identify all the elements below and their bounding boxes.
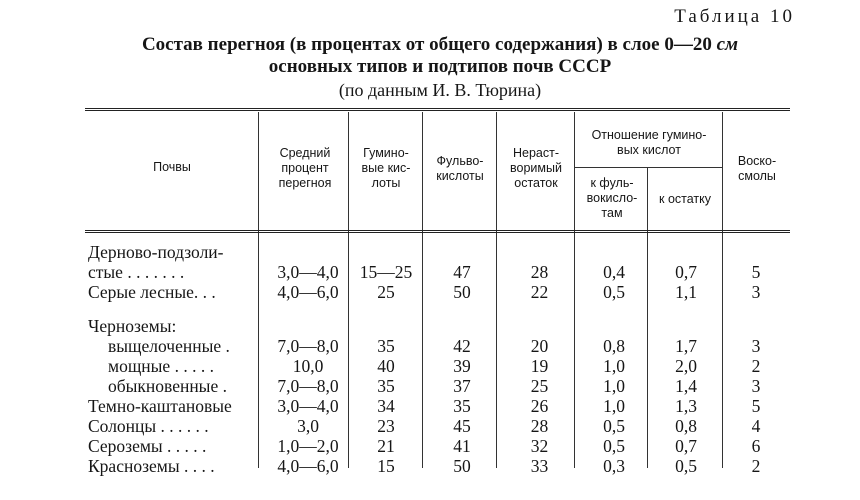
value-ful: 50 <box>453 456 471 476</box>
table-row <box>88 242 788 262</box>
caption-line-1 <box>60 34 820 56</box>
value-avg: 1,0—2,0 <box>277 436 339 456</box>
header-nr-l2: воримый <box>510 161 562 175</box>
table-row <box>88 396 788 416</box>
header-wax <box>724 154 790 184</box>
header-gum-l2: вые кис- <box>361 161 411 175</box>
header-wax-l2: смолы <box>738 169 776 183</box>
caption-unit: см <box>716 34 739 55</box>
value-avg: 3,0 <box>297 416 319 436</box>
value-ko: 0,8 <box>675 416 697 436</box>
value-kf: 0,3 <box>603 456 625 476</box>
value-wx: 4 <box>751 416 761 436</box>
soil-name: обыкновенные . <box>108 376 227 396</box>
value-kf: 0,5 <box>603 436 625 456</box>
value-avg: 4,0—6,0 <box>277 282 339 302</box>
table-row <box>88 456 788 476</box>
header-ratio-l2: вых кислот <box>617 143 681 157</box>
value-ful: 42 <box>453 336 471 356</box>
value-gum: 21 <box>377 436 395 456</box>
value-kf: 1,0 <box>603 396 625 416</box>
value-gum: 40 <box>377 356 395 376</box>
soil-name: Черноземы: <box>88 316 177 336</box>
value-wx: 3 <box>751 282 761 302</box>
value-ful: 39 <box>453 356 471 376</box>
value-ko: 1,7 <box>675 336 697 356</box>
header-ratio <box>576 128 722 158</box>
header-avg-l3: перегноя <box>278 176 332 190</box>
value-wx: 6 <box>751 436 761 456</box>
header-ratio-ful-l2: вокисло- <box>586 191 638 205</box>
table-row <box>88 436 788 456</box>
table-row <box>88 262 788 282</box>
header-avg <box>262 146 348 191</box>
value-wx: 3 <box>751 336 761 356</box>
value-avg: 7,0—8,0 <box>277 336 339 356</box>
value-kf: 1,0 <box>603 356 625 376</box>
value-nr: 26 <box>530 396 549 416</box>
value-kf: 0,5 <box>603 282 625 302</box>
caption-line-1-text: Состав перегноя (в процентах от общего содержания) в слое 0—20 <box>141 34 712 55</box>
value-gum: 35 <box>377 336 395 356</box>
value-nr: 20 <box>530 336 549 356</box>
value-nr: 33 <box>530 456 549 476</box>
soil-name: стые . . . . . . . <box>88 262 185 282</box>
value-wx: 5 <box>751 396 761 416</box>
soil-name: Красноземы . . . . <box>88 456 215 476</box>
value-ful: 35 <box>453 396 471 416</box>
header-gum-l1: Гумино- <box>363 146 409 160</box>
value-nr: 22 <box>530 282 549 302</box>
value-avg: 10,0 <box>292 356 324 376</box>
soil-name: Солонцы . . . . . . <box>88 416 209 436</box>
value-ful: 45 <box>453 416 471 436</box>
caption-line-2: основных типов и подтипов почв СССР <box>268 56 612 77</box>
header-ful-l2: кислоты <box>436 169 484 183</box>
table-label: Таблица 10 <box>674 6 795 27</box>
header-ratio-rest: к остатку <box>659 192 711 206</box>
header-ratio-l1: Отношение гумино- <box>591 128 707 142</box>
header-top-rule <box>85 108 790 111</box>
value-kf: 1,0 <box>603 376 625 396</box>
value-avg: 4,0—6,0 <box>277 456 339 476</box>
header-nr-l1: Нераст- <box>512 146 560 160</box>
table-body <box>88 242 788 476</box>
value-nr: 28 <box>530 262 549 282</box>
value-nr: 32 <box>530 436 549 456</box>
caption-source: (по данным И. В. Тюрина) <box>338 80 542 100</box>
value-wx: 2 <box>751 356 761 376</box>
soil-name: Темно-каштановые <box>88 396 232 416</box>
value-gum: 34 <box>377 396 395 416</box>
value-ful: 50 <box>453 282 471 302</box>
value-gum: 35 <box>377 376 395 396</box>
header-nr <box>498 146 574 191</box>
soil-name: мощные . . . . . <box>108 356 214 376</box>
value-gum: 23 <box>377 416 395 436</box>
soil-name: выщелоченные . <box>108 336 230 356</box>
value-wx: 5 <box>751 262 761 282</box>
header-soils: Почвы <box>153 160 191 174</box>
value-nr: 19 <box>530 356 549 376</box>
table-caption <box>60 34 820 102</box>
value-kf: 0,4 <box>603 262 625 282</box>
value-kf: 0,8 <box>603 336 625 356</box>
value-ko: 0,5 <box>675 456 697 476</box>
table-row <box>88 282 788 302</box>
header-ratio-ful-l1: к фуль- <box>590 176 634 190</box>
table-row <box>88 356 788 376</box>
value-nr: 25 <box>530 376 549 396</box>
header-gum <box>350 146 422 191</box>
header-ful-l1: Фульво- <box>436 154 484 168</box>
soil-name: Сероземы . . . . . <box>88 436 207 456</box>
value-ko: 0,7 <box>675 262 697 282</box>
table-row <box>88 316 788 336</box>
table-row <box>88 376 788 396</box>
header-nr-l3: остаток <box>514 176 558 190</box>
table-row <box>88 416 788 436</box>
value-gum: 15 <box>377 456 395 476</box>
table-row <box>88 336 788 356</box>
value-ko: 1,4 <box>675 376 697 396</box>
header-wax-l1: Воско- <box>737 154 777 168</box>
value-gum: 15—25 <box>359 262 413 282</box>
header-ratio-ful-l3: там <box>601 206 623 220</box>
value-ko: 0,7 <box>675 436 697 456</box>
value-gum: 25 <box>377 282 395 302</box>
value-ko: 1,1 <box>675 282 697 302</box>
value-ful: 37 <box>453 376 471 396</box>
soil-name: Дерново-подзоли- <box>88 242 224 262</box>
ratio-subheader-rule <box>574 167 722 168</box>
value-wx: 3 <box>751 376 761 396</box>
header-avg-l1: Средний <box>279 146 331 160</box>
header-bottom-rule <box>85 230 790 233</box>
header-ful <box>424 154 496 184</box>
value-nr: 28 <box>530 416 549 436</box>
value-avg: 3,0—4,0 <box>277 396 339 416</box>
value-avg: 7,0—8,0 <box>277 376 339 396</box>
header-avg-l2: процент <box>281 161 329 175</box>
header-gum-l3: лоты <box>371 176 401 190</box>
value-ful: 41 <box>453 436 471 456</box>
value-ko: 2,0 <box>675 356 697 376</box>
header-ratio-ful <box>576 176 648 221</box>
soil-name: Серые лесные. . . <box>88 282 216 302</box>
value-wx: 2 <box>751 456 761 476</box>
value-avg: 3,0—4,0 <box>277 262 339 282</box>
value-kf: 0,5 <box>603 416 625 436</box>
value-ko: 1,3 <box>675 396 697 416</box>
value-ful: 47 <box>453 262 471 282</box>
